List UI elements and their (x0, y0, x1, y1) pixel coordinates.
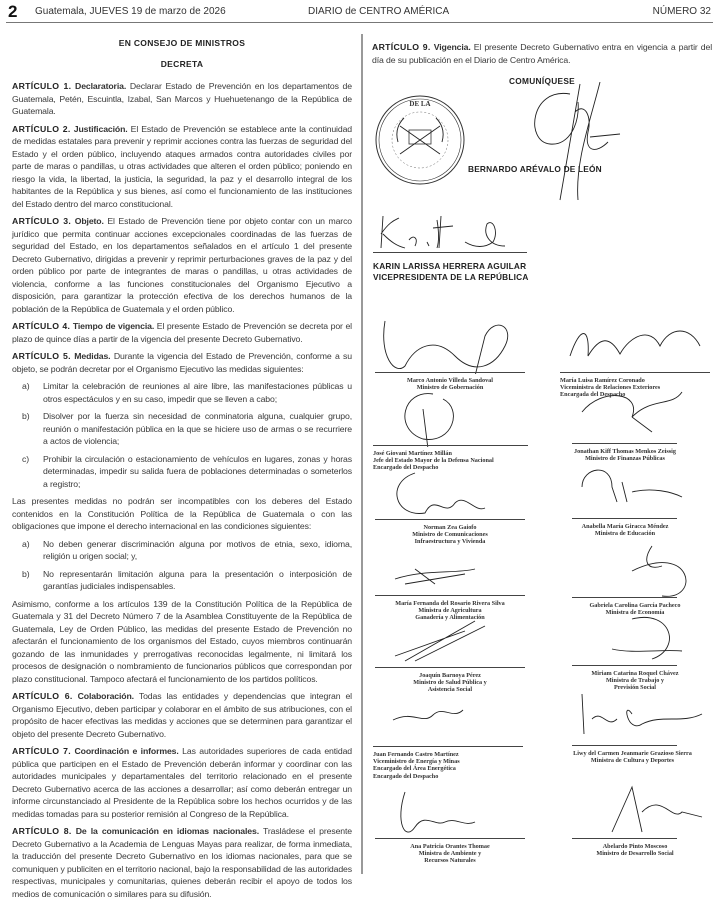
minister-signature (375, 463, 525, 521)
article-text: Trasládese el presente Decreto Gubernativo a la Academia de Lenguas Mayas para realizar, de forma inmediata, la traducción del presente Decreto Gubernativo en los idiomas nacionales, para que se comuniquen y publiciten en el territorio nacional, bajo la responsabilidad de las autoridades respectivas, municipales y comunitarias, quienes deberán recibir el apoyo de todos los medios de comunicación o similares para su difusión. (12, 826, 352, 899)
signature-line (572, 443, 677, 444)
signatory (373, 751, 523, 780)
signatory-name: Marco Antonio Villeda Sandoval (406, 377, 493, 384)
signatory-title: Ministro de Salud Pública y (413, 679, 487, 687)
signatory-title: Ministro de Finanzas Públicas (585, 455, 665, 463)
minister-signature (375, 539, 525, 597)
item-letter: b) (22, 411, 30, 421)
signature-line (375, 372, 525, 373)
signatory-name: Miriam Catarina Roquel Chávez (591, 670, 679, 677)
article-5 (12, 350, 352, 375)
article-4 (12, 320, 352, 345)
signature-line (375, 519, 525, 520)
item-text: Limitar la celebración de reuniones al aire libre, las manifestaciones públicas u otros espectáculos y en su caso, impedir que se lleven a cabo; (43, 381, 352, 404)
signatory-name: Juan Fernando Castro Martínez (373, 751, 459, 758)
article-label: ARTÍCULO 3. (12, 216, 72, 226)
vicepresident-title: VICEPRESIDENTA DE LA REPÚBLICA (373, 272, 529, 282)
article-title: Medidas. (74, 351, 111, 361)
signature-line (375, 838, 525, 839)
article-title: Colaboración. (77, 691, 134, 701)
svg-text:DE LA: DE LA (409, 100, 431, 108)
signatory-title: Ministro de Comunicaciones (412, 531, 488, 539)
article-6 (12, 690, 352, 740)
article-2 (12, 123, 352, 211)
signatory-title: Ministro de Gobernación (416, 384, 484, 392)
signatory-title: Ministra de Agricultura (418, 607, 482, 615)
article-title: Coordinación e informes. (74, 746, 179, 756)
signatory (560, 523, 690, 537)
article-label: ARTÍCULO 6. (12, 691, 73, 701)
signatory-title: Previsión Social (614, 684, 656, 692)
signatory-title: Viceministro de Energía y Minas (373, 758, 460, 766)
article-label: ARTÍCULO 9. (372, 42, 431, 52)
article-label: ARTÍCULO 5. (12, 351, 71, 361)
signatory-name: Gabriela Carolina García Pacheco (589, 602, 681, 609)
signatory-title: Ministra de Cultura y Deportes (590, 757, 675, 765)
signature-line (375, 667, 525, 668)
signatory-name: Jonathan Kiff Thomas Menkos Zeissig (574, 448, 676, 455)
item-letter: a) (22, 381, 30, 391)
signatory-name: Liwy del Carmen Jeanmarie Grazioso Sierra (573, 750, 692, 757)
signatory (375, 843, 525, 865)
article-label: ARTÍCULO 2. (12, 123, 71, 134)
article-label: ARTÍCULO 1. (12, 81, 72, 91)
signatory-name: Norman Zea Gaiofo (423, 524, 477, 531)
article-label: ARTÍCULO 8. (12, 826, 72, 836)
article-title: Declaratoria. (75, 81, 127, 91)
minister-signature (560, 316, 710, 374)
page-number: 2 (8, 2, 18, 21)
limits-paragraph: Las presentes medidas no podrán ser incompatibles con los deberes del Estado contenidos en la Constitución Política de la República de Guatemala o con las obligaciones que impone el derecho internacional en las condiciones siguientes: (12, 496, 352, 531)
signature-line (373, 252, 527, 253)
signatory-title: Encargado del Despacho (373, 772, 439, 780)
president-signature (520, 82, 630, 202)
article-text: Las autoridades superiores de cada entidad pública que participen en el Estado de Prevención deberán informar y coordinar con las autoridades municipales y departamentales del territorio relacionado en el presente Decreto Gubernativo acerca de las acciones a desarrollar; así como deberán entregar un informe circunstanciado al Presidente de la República sobre los hechos ocurridos y de las medidas tomadas para su posterior remisión al Congreso de la República. (12, 746, 352, 819)
vicepresident-signature (375, 212, 525, 254)
minister-signature (373, 389, 523, 447)
article-title: Vigencia. (433, 42, 471, 52)
signatory (555, 750, 710, 764)
article-text: El Estado de Prevención se establece ante la continuidad de medidas estatales para prevenir y reprimir acciones contra las fuerzas de seguridad del Estado y el orden público, incluyendo ataques armados contra autoridades civiles por parte de maras o pandillas, u otras actividades que alteren el orden público; poniendo en riesgo la vida, la libertad, la justicia, la seguridad, la paz y el desarrollo integral de los habitantes de la República y sus bienes, así como el funcionamiento de las instituciones del Estado dentro del marco constitucional. (12, 123, 352, 209)
article-label: ARTÍCULO 4. (12, 321, 71, 331)
measure-item (22, 380, 352, 405)
item-text: No deben generar discriminación alguna por motivos de etnia, sexo, idioma, religión u origen social; y, (43, 538, 352, 561)
asimismo-paragraph: Asimismo, conforme a los artículos 139 de la Constitución Política de la República de Guatemala y 31 del Decreto Número 7 de la Asamblea Constituyente de la República de Guatemala, Ley de Orden Público, las medidas del presente Estado de Prevención no afectarán el funcionamiento de los organismos del Estado, cuyos miembros continuarán gozando de las inmunidades y prerrogativas reconocidas legalmente, ni limitará los procesos de designación o nombramiento de funcionarios públicos que correspondan por plazo constitucional. Tampoco afectará el funcionamiento de los partidos políticos. (12, 598, 352, 684)
minister-signature (572, 541, 719, 599)
article-9 (372, 41, 712, 66)
article-text: El Estado de Prevención tiene por objeto contar con un marco jurídico que permita continuar acciones excepcionales coordinadas de las fuerzas de seguridad del Estado, en los departamentos señalados en el artículo 1 del presente Decreto Gubernativo, dirigidas a prevenir y reprimir perturbaciones graves de la paz y del orden público por parte de integrantes de maras o pandillas, u otras actividades de violencia, conforme a las funciones constitucionales del Organismo Ejecutivo a disposición, para garantizar la protección efectiva de los derechos humanos de la población de la República de Guatemala y el orden público. (12, 216, 353, 314)
item-letter: c) (22, 453, 29, 464)
article-label: ARTÍCULO 7. (12, 746, 72, 756)
item-text: No representarán limitación alguna para la presentación o interposición de garantías judiciales indispensables. (43, 568, 352, 591)
signatory-title: Ministra de Economía (605, 609, 665, 617)
decreta-heading: DECRETA (160, 59, 204, 69)
signature-line (373, 445, 528, 446)
president-name: BERNARDO ARÉVALO DE LEÓN (468, 164, 602, 174)
article-title: Objeto. (74, 216, 104, 226)
signatory-title: Jefe del Estado Mayor de la Defensa Nacional (373, 457, 494, 465)
minister-signature (572, 782, 719, 840)
signatory-name: Abelardo Pinto Moscoso (602, 843, 668, 850)
article-1 (12, 80, 352, 118)
vicepresident-name: KARIN LARISSA HERRERA AGUILAR (373, 261, 527, 271)
comuniquese-heading: COMUNÍQUESE (509, 76, 575, 86)
signatory-name: María Luisa Ramírez Coronado (560, 377, 645, 384)
article-3 (12, 215, 352, 315)
item-letter: b) (22, 568, 30, 579)
minister-signature (373, 690, 523, 748)
minister-signature (572, 609, 719, 667)
signatory-title: Viceministra de Relaciones Exteriores (560, 384, 661, 392)
article-text: El presente Decreto Gubernativo entra en vigencia a partir del día de su publicación en el Diario de Centro América. (372, 42, 713, 65)
signatory-title: Ganadería y Alimentación (415, 614, 485, 622)
item-letter: a) (22, 538, 30, 549)
signatory (560, 843, 710, 857)
article-text: Durante la vigencia del Estado de Prevención, conforme a su objeto, se podrán decretar por el Organismo Ejecutivo las medidas siguientes: (12, 351, 352, 374)
signatory-title: Ministro de Desarrollo Social (596, 850, 674, 858)
minister-signature (572, 387, 719, 445)
column-divider (361, 34, 363, 874)
signatory-name: Joaquín Barnoya Pérez (419, 672, 481, 679)
signatory-title: Encargado del Despacho (373, 464, 439, 472)
signature-line (572, 518, 677, 519)
signatory-title: Asistencia Social (427, 686, 473, 694)
minister-signature (375, 316, 525, 374)
presidential-seal (372, 92, 472, 192)
article-8 (12, 825, 352, 900)
signatory (560, 448, 690, 462)
header-divider (6, 22, 713, 23)
signatory-title: Ministra de Trabajo y (605, 677, 665, 685)
minister-signature (375, 611, 525, 669)
signature-line (572, 838, 677, 839)
signatory-title: Ministra de Ambiente y (418, 850, 482, 858)
minister-signature (572, 689, 719, 747)
signatory-title: Ministra de Educación (594, 530, 656, 538)
signatory-title: Recursos Naturales (424, 857, 476, 865)
council-heading: EN CONSEJO DE MINISTROS (118, 38, 246, 48)
signature-line (373, 746, 523, 747)
signatory-name: Ana Patricia Orantes Thomae (410, 843, 490, 850)
signatory-name: Anabella María Giracca Méndez (581, 523, 669, 530)
newspaper-name: DIARIO de CENTRO AMÉRICA (308, 6, 450, 17)
publication-date: Guatemala, JUEVES 19 de marzo de 2026 (35, 6, 226, 17)
signature-line (560, 372, 710, 373)
signature-line (572, 665, 677, 666)
article-title: De la comunicación en idiomas nacionales. (75, 826, 260, 836)
article-text: El presente Estado de Prevención se decreta por el plazo de quince días a partir de la vigencia del presente Decreto Gubernativo. (12, 321, 352, 344)
measure-item (22, 410, 352, 448)
signature-line (572, 597, 677, 598)
article-text: Todas las entidades y dependencias que integran el Organismo Ejecutivo, deben participar y colaborar en el ámbito de sus atribuciones, con el propósito de hacer efectivas las medidas y acciones que se determinen para garantizar el objeto del presente Decreto Gubernativo. (12, 691, 352, 739)
condition-item (22, 568, 352, 593)
left-column (12, 38, 352, 905)
signature-line (375, 595, 525, 596)
article-title: Justificación. (73, 123, 128, 134)
signatory-title: Encargada del Despacho (560, 391, 626, 399)
condition-item (22, 538, 352, 563)
minister-signature (375, 782, 525, 840)
signatory-title: Encargado del Área Energética (373, 765, 456, 773)
item-text: Prohibir la circulación o estacionamiento de vehículos en lugares, zonas y horas determinadas, impedir su salida fuera de poblaciones determinadas o someterlos a registro; (43, 453, 352, 489)
article-text: Declarar Estado de Prevención en los departamentos de Guatemala, Petén, Escuintla, Izabal, San Marcos y Huehuetenango de la República de Guatemala. (12, 81, 352, 116)
issue-number: NÚMERO 32 (652, 6, 711, 17)
measure-item (22, 453, 352, 491)
article-7 (12, 745, 352, 820)
signature-line (572, 745, 677, 746)
item-text: Disolver por la fuerza sin necesidad de conminatoria alguna, cualquier grupo, reunión o manifestación pública en la que se hiciere uso de armas o se recurriere a actos de violencia; (43, 411, 352, 446)
signatory-name: José Giovani Martínez Millán (373, 450, 452, 457)
signatory-title: Infraestructura y Vivienda (414, 538, 486, 546)
minister-signature (572, 462, 719, 520)
signatory-name: María Fernanda del Rosario Rivera Silva (395, 600, 505, 607)
article-title: Tiempo de vigencia. (72, 321, 155, 331)
